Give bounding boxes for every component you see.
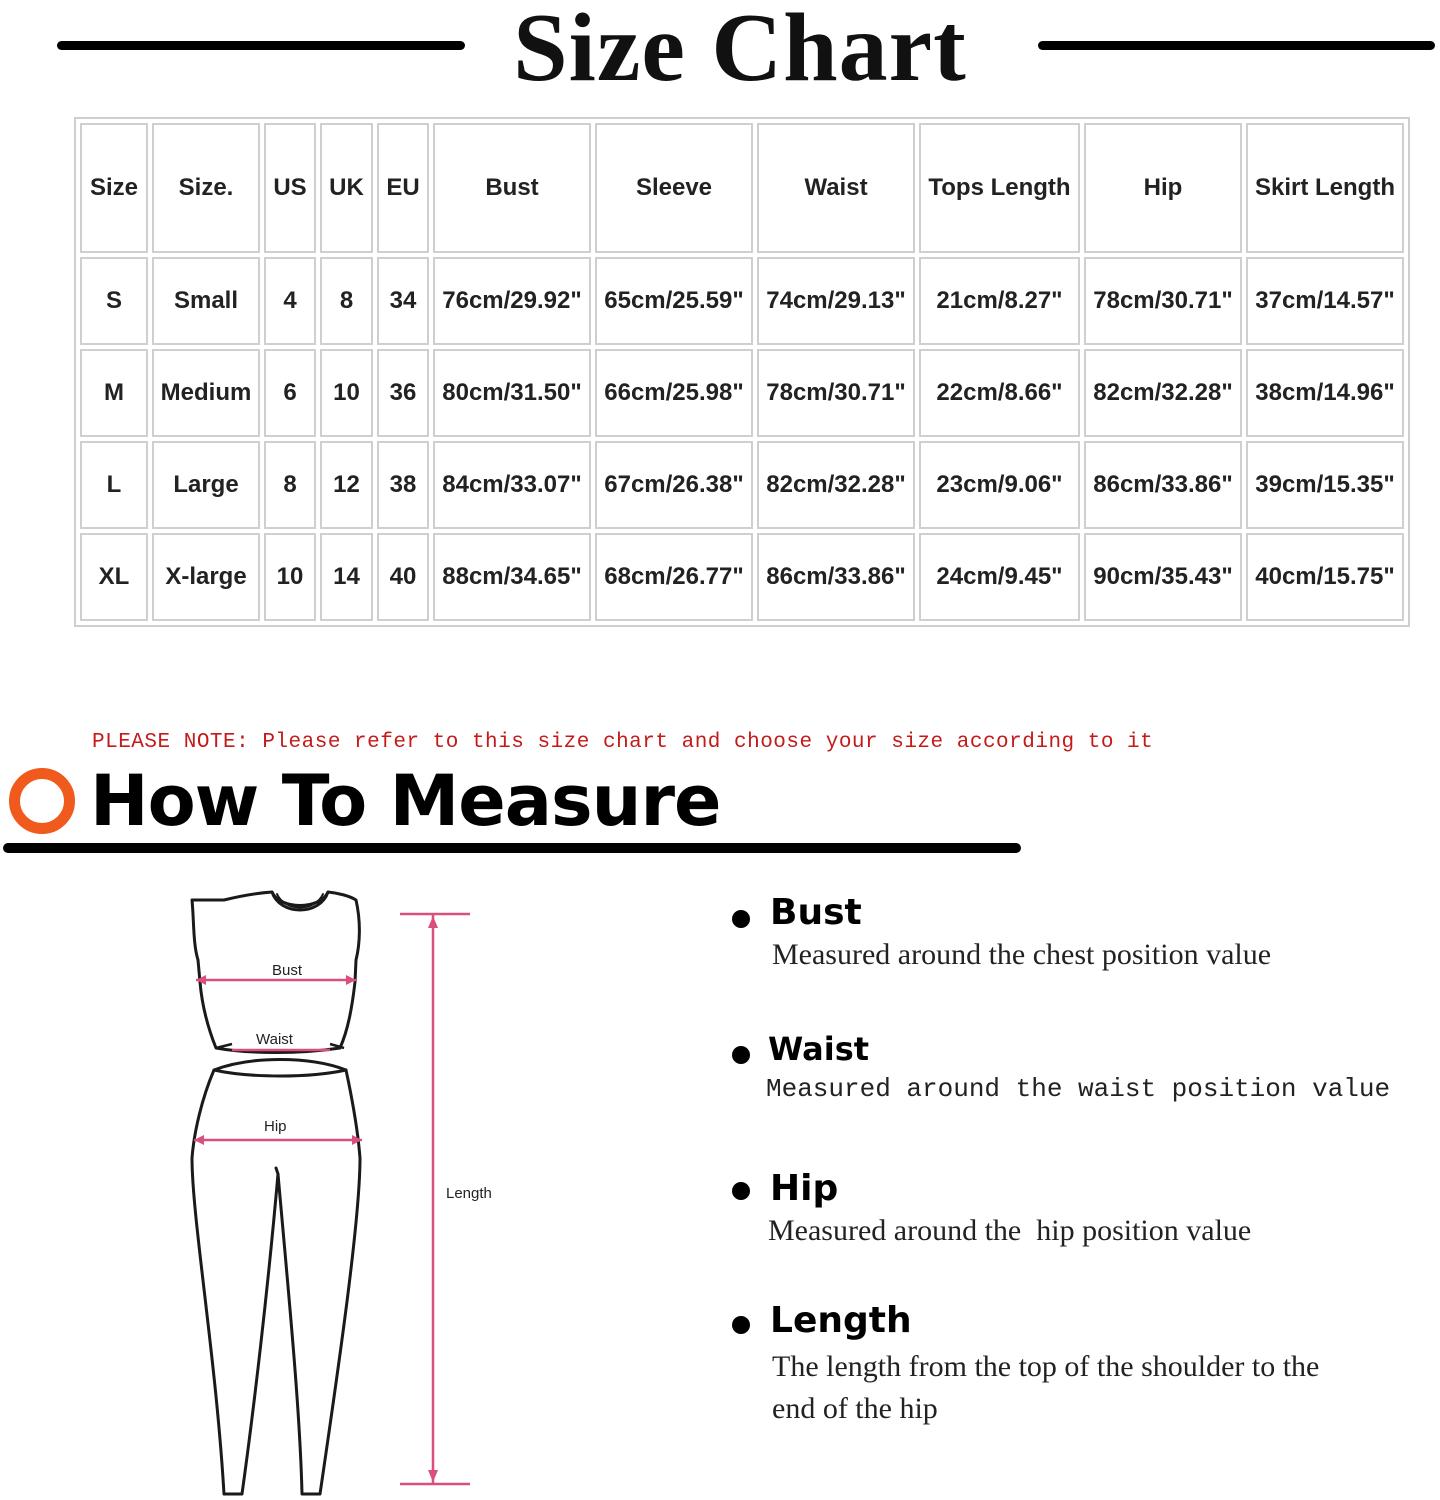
table-cell: 80cm/31.50" (433, 349, 591, 437)
table-cell: X-large (152, 533, 260, 621)
figure-label-hip: Hip (264, 1118, 287, 1135)
table-cell: Medium (152, 349, 260, 437)
measure-title: How To Measure (90, 760, 721, 842)
table-row (80, 441, 1404, 529)
title-rule-right (1038, 41, 1435, 50)
table-cell: 82cm/32.28" (1084, 349, 1242, 437)
jumpsuit-figure (180, 888, 520, 1500)
title-rule-left (57, 41, 465, 50)
table-cell: 40cm/15.75" (1246, 533, 1404, 621)
header-size-name: Size. (152, 123, 260, 253)
table-cell: 38cm/14.96" (1246, 349, 1404, 437)
size-table (74, 117, 1410, 627)
table-row (80, 533, 1404, 621)
ring-icon (9, 768, 75, 834)
figure-label-waist: Waist (256, 1031, 293, 1048)
table-cell: 8 (320, 257, 373, 345)
point-description: Measured around the hip position value (768, 1214, 1252, 1247)
table-cell: 8 (264, 441, 316, 529)
table-cell: 12 (320, 441, 373, 529)
bullet-icon (732, 1182, 750, 1200)
header-us: US (264, 123, 316, 253)
table-cell: 82cm/32.28" (757, 441, 915, 529)
bullet-icon (732, 1316, 750, 1334)
table-cell: 78cm/30.71" (1084, 257, 1242, 345)
table-cell: XL (80, 533, 148, 621)
page-title: Size Chart (513, 0, 967, 102)
table-cell: 10 (264, 533, 316, 621)
table-cell: Small (152, 257, 260, 345)
table-cell: 65cm/25.59" (595, 257, 753, 345)
table-cell: 88cm/34.65" (433, 533, 591, 621)
header-sleeve: Sleeve (595, 123, 753, 253)
figure-label-bust: Bust (272, 962, 303, 979)
header-hip: Hip (1084, 123, 1242, 253)
point-title: Bust (770, 892, 862, 933)
table-cell: 78cm/30.71" (757, 349, 915, 437)
point-description: The length from the top of the shoulder to the end of the hip (772, 1350, 1320, 1425)
table-cell: 84cm/33.07" (433, 441, 591, 529)
table-cell: 4 (264, 257, 316, 345)
header-skirt-length: Skirt Length (1246, 123, 1404, 253)
point-title: Hip (770, 1168, 839, 1209)
table-cell: 6 (264, 349, 316, 437)
table-row (80, 349, 1404, 437)
bullet-icon (732, 1046, 750, 1064)
table-cell: 39cm/15.35" (1246, 441, 1404, 529)
table-cell: 90cm/35.43" (1084, 533, 1242, 621)
table-cell: 67cm/26.38" (595, 441, 753, 529)
table-cell: 86cm/33.86" (757, 533, 915, 621)
table-cell: 40 (377, 533, 429, 621)
header-eu: EU (377, 123, 429, 253)
table-cell: 74cm/29.13" (757, 257, 915, 345)
header-uk: UK (320, 123, 373, 253)
table-cell: 68cm/26.77" (595, 533, 753, 621)
size-chart-header (0, 0, 1440, 100)
table-cell: 23cm/9.06" (919, 441, 1080, 529)
table-cell: 38 (377, 441, 429, 529)
table-cell: 10 (320, 349, 373, 437)
table-cell: 22cm/8.66" (919, 349, 1080, 437)
table-cell: L (80, 441, 148, 529)
measure-title-rule (3, 843, 1021, 853)
table-cell: 36 (377, 349, 429, 437)
table-cell: 14 (320, 533, 373, 621)
header-size: Size (80, 123, 148, 253)
table-row (80, 257, 1404, 345)
size-note: PLEASE NOTE: Please refer to this size chart and choose your size according to it (92, 731, 1154, 754)
table-cell: 86cm/33.86" (1084, 441, 1242, 529)
header-bust: Bust (433, 123, 591, 253)
point-title: Waist (768, 1030, 870, 1068)
point-description: Measured around the chest position value (772, 938, 1272, 971)
table-cell: 76cm/29.92" (433, 257, 591, 345)
table-cell: 21cm/8.27" (919, 257, 1080, 345)
table-cell: 66cm/25.98" (595, 349, 753, 437)
point-description: Measured around the waist position value (766, 1074, 1391, 1104)
table-cell: 34 (377, 257, 429, 345)
figure-label-length: Length (446, 1185, 492, 1202)
table-cell: 24cm/9.45" (919, 533, 1080, 621)
table-cell: S (80, 257, 148, 345)
table-cell: Large (152, 441, 260, 529)
table-cell: M (80, 349, 148, 437)
header-tops-length: Tops Length (919, 123, 1080, 253)
header-waist: Waist (757, 123, 915, 253)
bullet-icon (732, 910, 750, 928)
point-title: Length (770, 1300, 912, 1341)
table-cell: 37cm/14.57" (1246, 257, 1404, 345)
table-header-row (80, 123, 1404, 253)
